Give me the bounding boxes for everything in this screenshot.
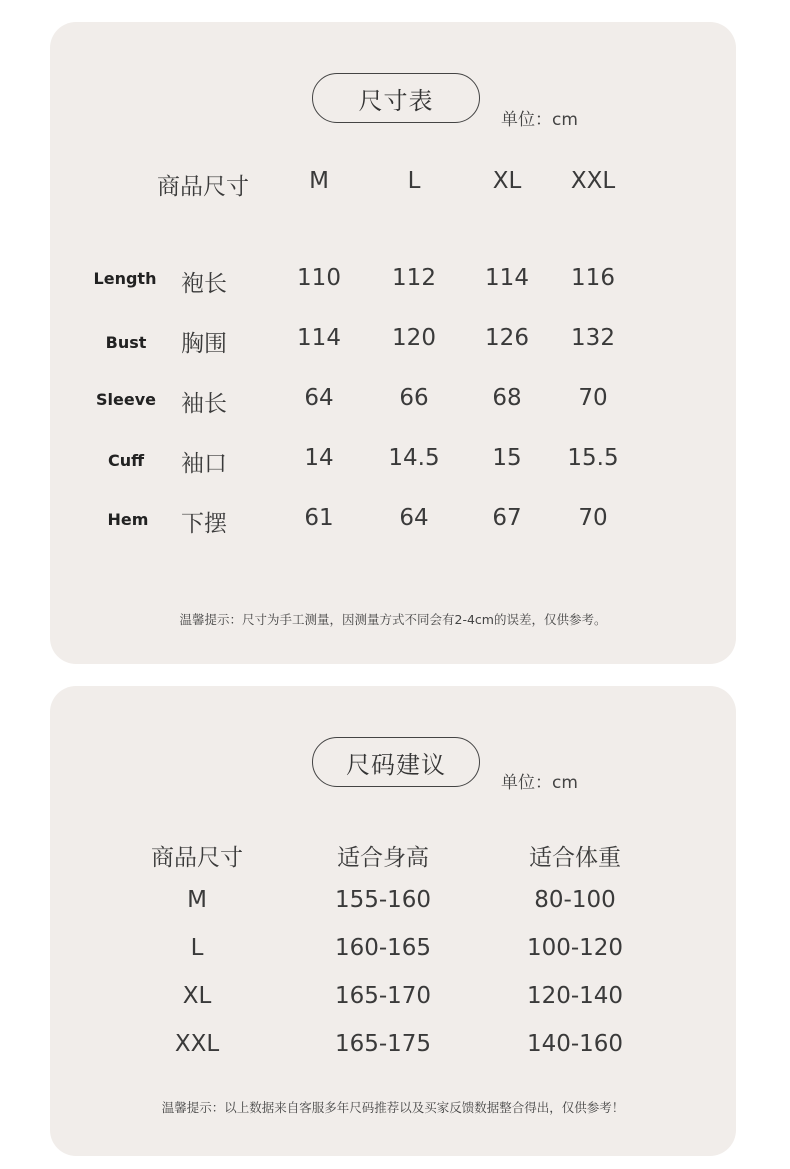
advice-row-m-size: M xyxy=(187,887,207,913)
advice-row-xl-size: XL xyxy=(182,983,212,1009)
row-bust-l: 120 xyxy=(392,325,436,351)
row-length-l: 112 xyxy=(392,265,436,291)
size-header-label: 商品尺寸 xyxy=(157,174,249,200)
advice-row-l-size: L xyxy=(190,935,204,961)
advice-row-xxl-weight: 140-160 xyxy=(526,1031,624,1057)
row-hem-zh: 下摆 xyxy=(181,511,227,537)
size-header-xl: XL xyxy=(492,168,522,194)
advice-header-height: 适合身高 xyxy=(337,845,429,871)
row-bust-xl: 126 xyxy=(485,325,529,351)
advice-row-l-height: 160-165 xyxy=(334,935,432,961)
size-advice-title: 尺码建议 xyxy=(312,737,480,787)
advice-row-m-weight: 80-100 xyxy=(534,887,616,913)
row-bust-zh: 胸围 xyxy=(181,331,227,357)
advice-header-size: 商品尺寸 xyxy=(151,845,243,871)
advice-header-weight: 适合体重 xyxy=(529,845,621,871)
row-length-en: Length xyxy=(93,269,157,288)
size-table-title: 尺寸表 xyxy=(312,73,480,123)
advice-row-xl-weight: 120-140 xyxy=(526,983,624,1009)
row-hem-en: Hem xyxy=(107,510,149,529)
size-header-l: L xyxy=(407,168,421,194)
advice-row-m-height: 155-160 xyxy=(334,887,432,913)
advice-row-xxl-size: XXL xyxy=(174,1031,220,1057)
size-header-m: M xyxy=(309,168,329,194)
row-length-xl: 114 xyxy=(485,265,529,291)
size-header-xxl: XXL xyxy=(570,168,616,194)
row-sleeve-en: Sleeve xyxy=(96,390,156,409)
row-bust-m: 114 xyxy=(297,325,341,351)
row-length-xxl: 116 xyxy=(571,265,615,291)
advice-row-l-weight: 100-120 xyxy=(526,935,624,961)
advice-row-xl-height: 165-170 xyxy=(334,983,432,1009)
row-hem-xl: 67 xyxy=(492,505,522,531)
row-cuff-xxl: 15.5 xyxy=(567,445,619,471)
row-hem-xxl: 70 xyxy=(578,505,608,531)
row-sleeve-xxl: 70 xyxy=(578,385,608,411)
row-length-zh: 袍长 xyxy=(181,271,227,297)
row-cuff-m: 14 xyxy=(304,445,334,471)
row-sleeve-zh: 袖长 xyxy=(181,391,227,417)
row-sleeve-xl: 68 xyxy=(492,385,522,411)
row-bust-en: Bust xyxy=(105,333,147,352)
row-cuff-xl: 15 xyxy=(492,445,522,471)
row-bust-xxl: 132 xyxy=(571,325,615,351)
size-advice-note: 温馨提示：以上数据来自客服多年尺码推荐以及买家反馈数据整合得出，仅供参考！ xyxy=(161,1100,625,1115)
size-advice-unit: 单位：cm xyxy=(501,773,578,793)
row-hem-l: 64 xyxy=(399,505,429,531)
row-hem-m: 61 xyxy=(304,505,334,531)
size-table-note: 温馨提示：尺寸为手工测量，因测量方式不同会有2-4cm的误差，仅供参考。 xyxy=(179,612,607,627)
row-sleeve-l: 66 xyxy=(399,385,429,411)
row-length-m: 110 xyxy=(297,265,341,291)
size-table-unit: 单位：cm xyxy=(501,110,578,130)
row-sleeve-m: 64 xyxy=(304,385,334,411)
row-cuff-l: 14.5 xyxy=(388,445,440,471)
row-cuff-en: Cuff xyxy=(107,451,145,470)
row-cuff-zh: 袖口 xyxy=(181,451,227,477)
size-table-card xyxy=(50,22,736,664)
size-advice-card xyxy=(50,686,736,1156)
advice-row-xxl-height: 165-175 xyxy=(334,1031,432,1057)
